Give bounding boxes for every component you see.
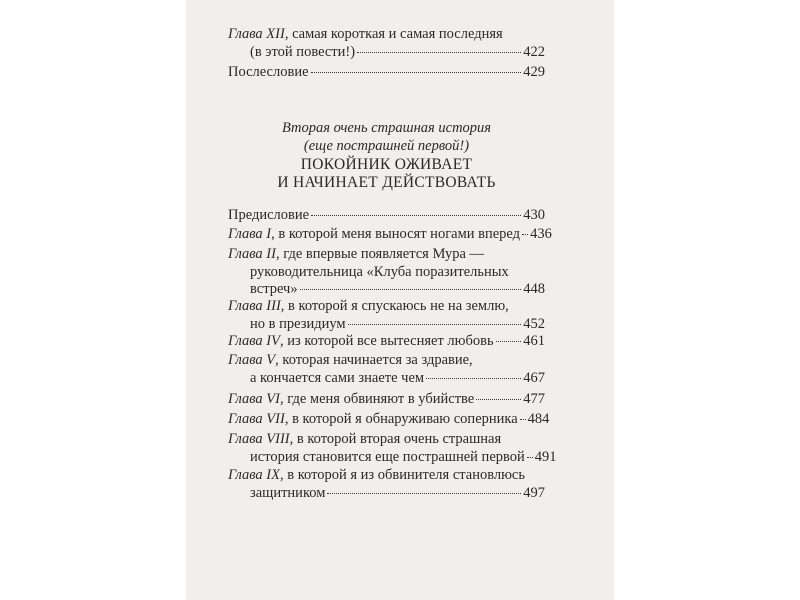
section-heading <box>228 120 545 191</box>
toc-entry-afterword <box>228 64 545 82</box>
page-number: 422 <box>523 43 545 60</box>
page-number: 429 <box>523 64 545 80</box>
chapter-label: Глава XII <box>228 26 285 42</box>
toc-entry-line <box>228 448 557 467</box>
dot-leader <box>426 378 521 379</box>
chapter-title: , где меня обвиняют в убийстве <box>279 391 475 407</box>
toc-entry-preface <box>228 207 545 225</box>
toc-entry-line <box>228 64 545 82</box>
toc-entry-line <box>228 264 545 282</box>
toc-entry-chapter-9 <box>228 467 545 502</box>
dot-leader <box>496 341 522 342</box>
page-number: 497 <box>523 484 545 501</box>
chapter-label: Глава III <box>228 298 281 314</box>
toc-entry-chapter-8 <box>228 431 557 466</box>
chapter-label: Глава V <box>228 352 276 368</box>
toc-entry-chapter-4 <box>228 333 545 351</box>
page-number: 448 <box>523 281 545 297</box>
chapter-title-cont: руководительница «Клуба поразительных <box>250 263 509 280</box>
chapter-title-cont: но в президиум <box>250 315 346 332</box>
dot-leader <box>311 72 522 73</box>
toc-entry-chapter-6 <box>228 391 545 409</box>
chapter-label: Глава VII <box>228 411 285 427</box>
toc-entry-line <box>228 226 552 244</box>
dot-leader <box>311 215 521 216</box>
chapter-title: , где впервые появляется Мура — <box>275 246 485 262</box>
chapter-title-cont: встреч» <box>250 281 298 297</box>
page-number: 491 <box>534 448 557 465</box>
toc-entry-line <box>228 281 545 299</box>
dot-leader <box>520 419 526 420</box>
page-number: 484 <box>527 411 550 427</box>
chapter-title: , из которой все вытесняет любовь <box>279 333 494 349</box>
chapter-title: , самая короткая и самая последняя <box>284 26 503 42</box>
toc-entry-line <box>228 370 545 388</box>
toc-entry-chapter-1 <box>228 226 552 244</box>
book-page <box>186 0 614 600</box>
chapter-label: Глава I <box>228 226 272 242</box>
page-number: 430 <box>523 207 545 223</box>
toc-entry-line <box>228 333 545 351</box>
dot-leader <box>527 457 533 458</box>
toc-entry-line <box>228 352 545 370</box>
toc-entry-line <box>228 26 545 44</box>
toc-entry-chapter-3 <box>228 298 545 333</box>
chapter-label: Глава VI <box>228 391 280 407</box>
chapter-title: , в которой я обнаруживаю соперника <box>284 411 518 427</box>
entry-title: Послесловие <box>228 64 309 80</box>
dot-leader <box>327 493 521 494</box>
chapter-title: , в которой меня выносят ногами вперед <box>271 226 521 242</box>
entry-title: Предисловие <box>228 207 310 223</box>
dot-leader <box>348 324 522 325</box>
toc-entry-line <box>228 44 545 62</box>
chapter-label: Глава IX <box>228 467 280 483</box>
chapter-title-cont: (в этой повести!) <box>250 43 356 60</box>
chapter-title-cont: защитником <box>250 484 326 501</box>
toc-entry-chapter-7 <box>228 411 550 429</box>
page-number: 477 <box>523 391 545 407</box>
toc-entry-line <box>228 431 545 449</box>
toc-entry-line <box>228 316 545 334</box>
toc-entry-chapter-5 <box>228 352 545 387</box>
chapter-title: , в которой вторая очень страшная <box>289 431 502 447</box>
dot-leader <box>476 399 521 400</box>
page-number: 461 <box>523 333 545 349</box>
chapter-label: Глава IV <box>228 333 280 349</box>
toc-entry-line <box>228 467 545 485</box>
toc-entry-line <box>228 298 545 316</box>
toc-entry-line <box>228 411 550 429</box>
section-subtitle: Вторая очень страшная история <box>281 120 492 136</box>
chapter-title-cont: история становится еще пострашней первой <box>250 448 525 465</box>
dot-leader <box>300 289 522 290</box>
toc-entry-line <box>228 246 545 264</box>
section-title: ПОКОЙНИК ОЖИВАЕТ <box>300 156 473 173</box>
section-subtitle: (еще пострашней первой!) <box>303 137 470 154</box>
toc-entry-chapter-12 <box>228 26 545 61</box>
toc-entry-chapter-2 <box>228 246 545 299</box>
chapter-title: , которая начинается за здравие, <box>275 352 473 368</box>
toc-entry-line <box>228 207 545 225</box>
chapter-title: , в которой я спускаюсь не на землю, <box>280 298 509 314</box>
page-number: 452 <box>523 315 545 332</box>
chapter-title-cont: а кончается сами знаете чем <box>250 369 425 386</box>
chapter-label: Глава II <box>228 246 276 262</box>
toc-entry-line <box>228 391 545 409</box>
section-title: И НАЧИНАЕТ ДЕЙСТВОВАТЬ <box>277 173 496 191</box>
chapter-label: Глава VIII <box>228 431 290 447</box>
toc-entry-line <box>228 485 545 503</box>
page-number: 436 <box>530 226 552 242</box>
chapter-title: , в которой я из обвинителя становлюсь <box>279 467 525 483</box>
page-number: 467 <box>523 369 545 386</box>
dot-leader <box>357 52 521 53</box>
dot-leader <box>522 234 528 235</box>
